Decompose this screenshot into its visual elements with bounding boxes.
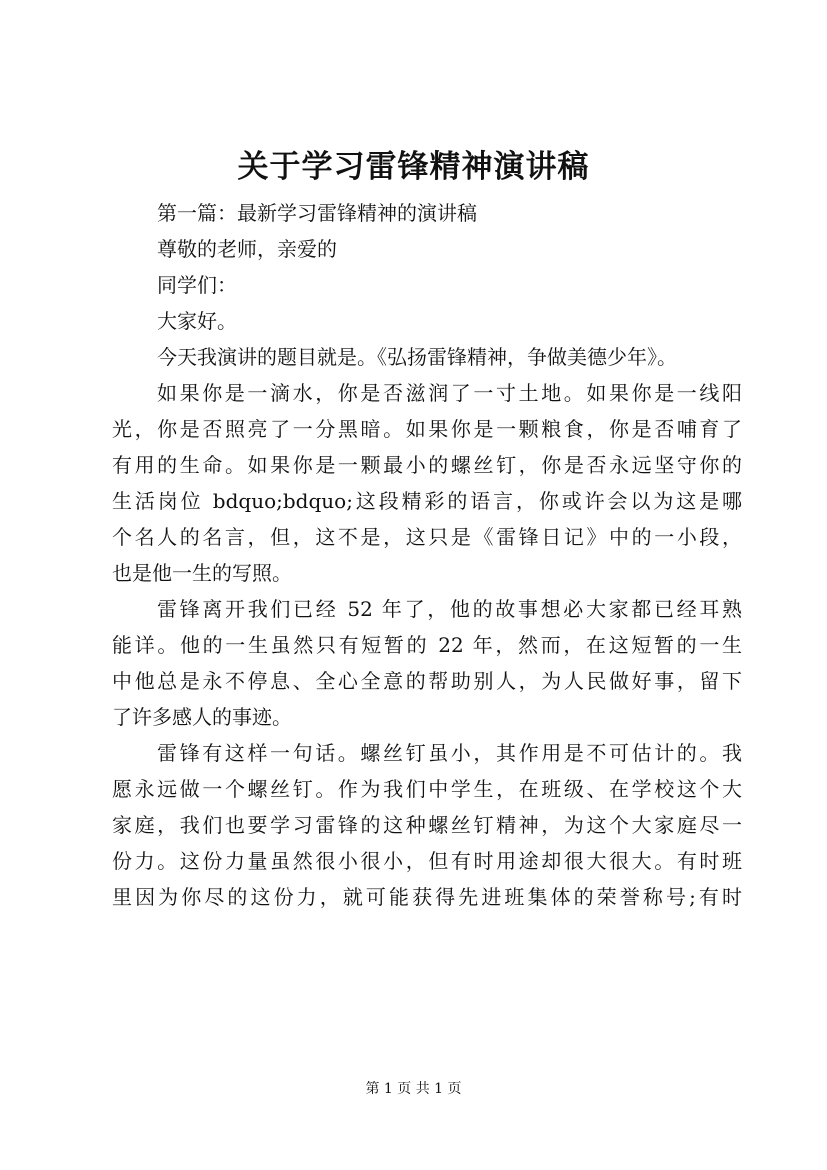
- body-line: 能详。他的一生虽然只有短暂的 22 年，然而，在这短暂的一生: [112, 633, 742, 657]
- document-title: 关于学习雷锋精神演讲稿: [237, 149, 590, 185]
- document-body: [112, 195, 742, 915]
- body-line: 份力。这份力量虽然很小很小，但有时用途却很大很大。有时班: [112, 849, 742, 873]
- body-line: 同学们：: [157, 273, 237, 297]
- body-line: 大家好。: [157, 309, 237, 333]
- body-line: 第一篇：最新学习雷锋精神的演讲稿: [157, 201, 477, 225]
- body-line: 尊敬的老师，亲爱的: [157, 237, 337, 261]
- body-line: 雷锋离开我们已经 52 年了，他的故事想必大家都已经耳熟: [157, 597, 742, 621]
- page-footer: 第 1 页 共 1 页: [365, 1081, 462, 1097]
- body-line: 了许多感人的事迹。: [112, 705, 292, 729]
- body-line: 生活岗位 bdquo;bdquo;这段精彩的语言，你或许会以为这是哪: [112, 489, 742, 513]
- body-line: 家庭，我们也要学习雷锋的这种螺丝钉精神，为这个大家庭尽一: [112, 813, 742, 837]
- body-line: 今天我演讲的题目就是。《弘扬雷锋精神，争做美德少年》。: [157, 345, 677, 369]
- body-line: 雷锋有这样一句话。螺丝钉虽小，其作用是不可估计的。我: [157, 741, 742, 765]
- body-line: 愿永远做一个螺丝钉。作为我们中学生，在班级、在学校这个大: [112, 777, 742, 801]
- body-line: 如果你是一滴水，你是否滋润了一寸土地。如果你是一线阳: [157, 381, 742, 405]
- body-line: 有用的生命。如果你是一颗最小的螺丝钉，你是否永远坚守你的: [112, 453, 742, 477]
- body-line: 也是他一生的写照。: [112, 561, 292, 585]
- body-line: 光，你是否照亮了一分黑暗。如果你是一颗粮食，你是否哺育了: [112, 417, 742, 441]
- body-line: 中他总是永不停息、全心全意的帮助别人，为人民做好事，留下: [112, 669, 742, 693]
- body-line: 里因为你尽的这份力，就可能获得先进班集体的荣誉称号;有时: [112, 885, 742, 909]
- body-line: 个名人的名言，但，这不是，这只是《雷锋日记》中的一小段，: [112, 525, 742, 549]
